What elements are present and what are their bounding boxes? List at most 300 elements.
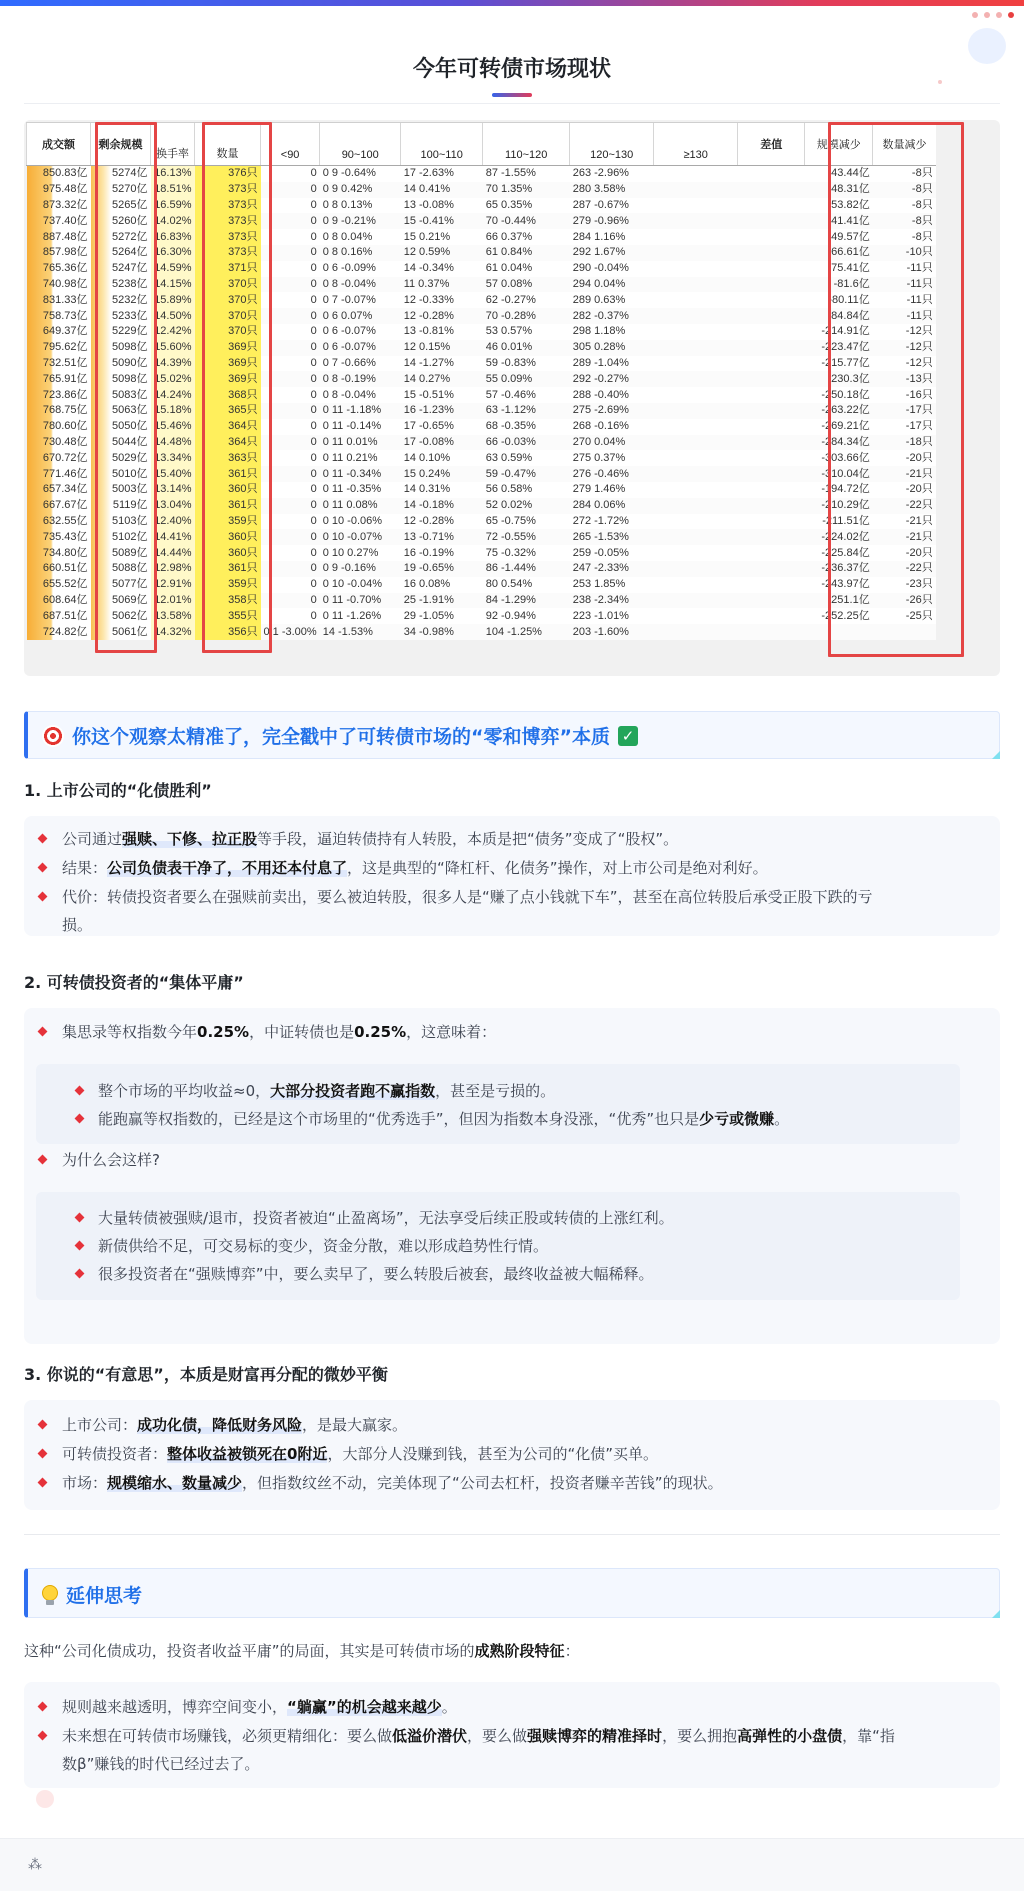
table-cell: 287 -0.67% xyxy=(570,198,654,214)
table-cell: 276 -0.46% xyxy=(570,466,654,482)
table-cell xyxy=(738,466,805,482)
table-cell: 61 0.04% xyxy=(483,261,570,277)
table-cell: 373只 xyxy=(195,213,261,229)
table-cell: 17 -2.63% xyxy=(401,166,483,182)
table-cell: 15.60% xyxy=(151,340,195,356)
table-cell xyxy=(654,403,738,419)
table-cell: 14.15% xyxy=(151,277,195,293)
list-item: 可转债投资者：整体收益被锁死在0附近，大部分人没赚到钱，甚至为公司的“化债”买单。 xyxy=(62,1445,659,1463)
table-cell: 15 0.24% xyxy=(401,466,483,482)
table-cell: 62 -0.27% xyxy=(483,292,570,308)
table-cell: 608.64亿 xyxy=(27,593,91,609)
table-cell: -210.29亿 xyxy=(805,498,873,514)
table-cell: 735.43亿 xyxy=(27,529,91,545)
table-cell xyxy=(654,482,738,498)
table-cell: 5265亿 xyxy=(91,198,151,214)
table-cell: -8只 xyxy=(873,198,936,214)
table-cell: -66.61亿 xyxy=(805,245,873,261)
table-cell: 66 -0.03% xyxy=(483,435,570,451)
table-cell xyxy=(738,308,805,324)
table-cell: 0 8 0.16% xyxy=(320,245,401,261)
table-cell: 63 0.59% xyxy=(483,450,570,466)
table-cell: 14.44% xyxy=(151,545,195,561)
table-cell: -251.1亿 xyxy=(805,593,873,609)
table-cell xyxy=(654,419,738,435)
table-cell: 13 -0.08% xyxy=(401,198,483,214)
table-cell: 5063亿 xyxy=(91,403,151,419)
table-cell: 61 0.84% xyxy=(483,245,570,261)
table-cell: 289 0.63% xyxy=(570,292,654,308)
table-cell: 290 -0.04% xyxy=(570,261,654,277)
table-cell: 370只 xyxy=(195,308,261,324)
title-underline xyxy=(492,93,532,97)
table-cell: 14.02% xyxy=(151,213,195,229)
table-cell: 0 6 0.07% xyxy=(320,308,401,324)
table-cell: -13只 xyxy=(873,371,936,387)
table-cell xyxy=(738,198,805,214)
table-cell: 373只 xyxy=(195,182,261,198)
table-cell: -215.77亿 xyxy=(805,356,873,372)
footer-bar xyxy=(0,1838,1024,1891)
table-cell: -236.37亿 xyxy=(805,561,873,577)
table-cell: 0 1 -3.00% xyxy=(261,624,320,640)
table-cell: 13.04% xyxy=(151,498,195,514)
table-cell: 5069亿 xyxy=(91,593,151,609)
table-cell: -21只 xyxy=(873,514,936,530)
table-cell: 0 9 -0.64% xyxy=(320,166,401,182)
table-cell: 12 0.15% xyxy=(401,340,483,356)
table-cell: 0 7 -0.66% xyxy=(320,356,401,372)
table-cell: 0 xyxy=(261,435,320,451)
table-row xyxy=(27,308,936,324)
table-cell: 25 -1.91% xyxy=(401,593,483,609)
table-cell: 355只 xyxy=(195,608,261,624)
table-cell: 14.39% xyxy=(151,356,195,372)
table-cell: 14 0.31% xyxy=(401,482,483,498)
table-cell: -12只 xyxy=(873,324,936,340)
table-row xyxy=(27,166,936,182)
table-cell: 0 xyxy=(261,403,320,419)
table-cell: 5233亿 xyxy=(91,308,151,324)
table-cell: 795.62亿 xyxy=(27,340,91,356)
table-cell: 14 0.41% xyxy=(401,182,483,198)
table-cell: 65 0.35% xyxy=(483,198,570,214)
table-cell: 5089亿 xyxy=(91,545,151,561)
table-cell xyxy=(654,229,738,245)
table-cell: 0 xyxy=(261,261,320,277)
table-cell: 16 0.08% xyxy=(401,577,483,593)
table-cell: -20只 xyxy=(873,482,936,498)
table-cell: 16.13% xyxy=(151,166,195,182)
table-cell: 12 -0.28% xyxy=(401,308,483,324)
table-cell xyxy=(654,371,738,387)
table-cell: 360只 xyxy=(195,545,261,561)
table-cell: 298 1.18% xyxy=(570,324,654,340)
table-cell xyxy=(654,261,738,277)
table-cell: 5232亿 xyxy=(91,292,151,308)
table-cell: 5238亿 xyxy=(91,277,151,293)
col-header: 剩余规模 xyxy=(91,123,151,166)
table-cell: 284 0.06% xyxy=(570,498,654,514)
table-cell: 14 -0.34% xyxy=(401,261,483,277)
table-cell: 12 -0.33% xyxy=(401,292,483,308)
table-cell: -17只 xyxy=(873,403,936,419)
table-cell: -194.72亿 xyxy=(805,482,873,498)
table-cell: 14.24% xyxy=(151,387,195,403)
table-cell: 0 8 -0.19% xyxy=(320,371,401,387)
table-cell: -26只 xyxy=(873,593,936,609)
table-cell: 361只 xyxy=(195,561,261,577)
table-cell: 670.72亿 xyxy=(27,450,91,466)
table-cell xyxy=(738,166,805,182)
table-cell: 373只 xyxy=(195,229,261,245)
table-cell: 284 1.16% xyxy=(570,229,654,245)
table-cell: 18.51% xyxy=(151,182,195,198)
table-cell: 376只 xyxy=(195,166,261,182)
table-cell: 5102亿 xyxy=(91,529,151,545)
table-row xyxy=(27,624,936,640)
table-cell xyxy=(738,482,805,498)
table-cell: -80.11亿 xyxy=(805,292,873,308)
highlight-box-reduction xyxy=(828,122,964,657)
table-cell: 0 xyxy=(261,514,320,530)
table-cell: -8只 xyxy=(873,213,936,229)
table-row xyxy=(27,356,936,372)
table-cell: -11只 xyxy=(873,261,936,277)
table-cell: -84.84亿 xyxy=(805,308,873,324)
table-cell: 57 0.08% xyxy=(483,277,570,293)
table-cell: 275 0.37% xyxy=(570,450,654,466)
table-cell: 15.46% xyxy=(151,419,195,435)
table-cell: 279 1.46% xyxy=(570,482,654,498)
sub-list-item: 整个市场的平均收益≈0，大部分投资者跑不赢指数，甚至是亏损的。 xyxy=(98,1082,556,1100)
table-cell: 247 -2.33% xyxy=(570,561,654,577)
table-row xyxy=(27,340,936,356)
table-cell: 0 8 0.13% xyxy=(320,198,401,214)
table-cell: 294 0.04% xyxy=(570,277,654,293)
table-row xyxy=(27,245,936,261)
table-cell: -8只 xyxy=(873,166,936,182)
table-cell xyxy=(738,387,805,403)
table-cell: -22只 xyxy=(873,498,936,514)
table-cell: 369只 xyxy=(195,340,261,356)
check-icon: ✓ xyxy=(618,726,638,746)
table-cell: 0 xyxy=(261,340,320,356)
table-row xyxy=(27,292,936,308)
table-cell xyxy=(738,498,805,514)
table-cell: 0 10 -0.04% xyxy=(320,577,401,593)
table-cell: 887.48亿 xyxy=(27,229,91,245)
table-cell: 655.52亿 xyxy=(27,577,91,593)
table-cell: 360只 xyxy=(195,529,261,545)
table-cell: 5044亿 xyxy=(91,435,151,451)
table-cell: 5010亿 xyxy=(91,466,151,482)
table-cell: 5098亿 xyxy=(91,371,151,387)
table-row xyxy=(27,419,936,435)
table-cell: 5083亿 xyxy=(91,387,151,403)
table-cell: 280 3.58% xyxy=(570,182,654,198)
table-cell: 0 xyxy=(261,561,320,577)
table-cell: 0 xyxy=(261,387,320,403)
table-cell: 238 -2.34% xyxy=(570,593,654,609)
table-cell: 657.34亿 xyxy=(27,482,91,498)
table-cell xyxy=(738,356,805,372)
table-cell: 15 -0.41% xyxy=(401,213,483,229)
list-item: 上市公司：成功化债，降低财务风险，是最大赢家。 xyxy=(62,1416,408,1434)
table-cell xyxy=(654,213,738,229)
table-cell: 14.32% xyxy=(151,624,195,640)
table-cell: 104 -1.25% xyxy=(483,624,570,640)
table-cell: 730.48亿 xyxy=(27,435,91,451)
table-cell: 0 xyxy=(261,229,320,245)
table-cell: 12.01% xyxy=(151,593,195,609)
bulb-icon xyxy=(42,1585,58,1605)
table-cell: 0 11 0.01% xyxy=(320,435,401,451)
table-cell: 0 xyxy=(261,245,320,261)
table-cell: -21只 xyxy=(873,529,936,545)
table-cell: 16.59% xyxy=(151,198,195,214)
table-cell: 292 -0.27% xyxy=(570,371,654,387)
extension-callout xyxy=(24,1568,1000,1618)
table-cell: -11只 xyxy=(873,277,936,293)
table-cell: 365只 xyxy=(195,403,261,419)
list-item: 未来想在可转债市场赚钱，必须更精细化：要么做低溢价潜伏，要么做强赎博弈的精准择时，要么拥抱高弹性的小盘债，靠“指 数β”赚钱的时代已经过去了。 xyxy=(62,1727,895,1773)
table-cell: 734.80亿 xyxy=(27,545,91,561)
table-cell xyxy=(654,292,738,308)
table-cell: 369只 xyxy=(195,371,261,387)
list-item: 公司通过强赎、下修、拉正股等手段，逼迫转债持有人转股，本质是把“债务”变成了“股权”。 xyxy=(62,830,679,848)
list-item: 为什么会这样? xyxy=(62,1151,160,1169)
table-cell: 12.98% xyxy=(151,561,195,577)
table-cell: 740.98亿 xyxy=(27,277,91,293)
table-cell xyxy=(654,198,738,214)
table-cell: 275 -2.69% xyxy=(570,403,654,419)
list-item: 市场：规模缩水、数量减少，但指数纹丝不动，完美体现了“公司去杠杆，投资者赚辛苦钱”的现状。 xyxy=(62,1474,723,1492)
table-cell: 0 xyxy=(261,324,320,340)
table-row xyxy=(27,561,936,577)
table-cell: 223 -1.01% xyxy=(570,608,654,624)
table-row xyxy=(27,466,936,482)
table-cell: 0 xyxy=(261,292,320,308)
table-cell: -21只 xyxy=(873,466,936,482)
table-cell: -20只 xyxy=(873,545,936,561)
table-cell: 279 -0.96% xyxy=(570,213,654,229)
table-cell xyxy=(654,498,738,514)
sub-list-item: 大量转债被强赎/退市，投资者被迫“止盈离场”，无法享受后续正股或转债的上涨红利。 xyxy=(98,1209,674,1227)
table-cell: 0 11 0.21% xyxy=(320,450,401,466)
table-cell: 270 0.04% xyxy=(570,435,654,451)
table-cell: 361只 xyxy=(195,498,261,514)
table-cell: 14 -1.27% xyxy=(401,356,483,372)
table-cell: 16 -1.23% xyxy=(401,403,483,419)
table-cell xyxy=(738,577,805,593)
table-cell: 857.98亿 xyxy=(27,245,91,261)
table-row xyxy=(27,482,936,498)
table-cell: 253 1.85% xyxy=(570,577,654,593)
table-cell xyxy=(654,245,738,261)
table-cell: 17 -0.08% xyxy=(401,435,483,451)
table-cell: -22只 xyxy=(873,561,936,577)
table-cell: -284.34亿 xyxy=(805,435,873,451)
table-row xyxy=(27,529,936,545)
table-cell xyxy=(738,371,805,387)
sub-list-item: 很多投资者在“强赎博弈”中，要么卖早了，要么转股后被套，最终收益被大幅稀释。 xyxy=(98,1265,654,1283)
table-cell: 363只 xyxy=(195,450,261,466)
table-cell xyxy=(738,529,805,545)
table-cell: 59 -0.83% xyxy=(483,356,570,372)
table-cell: 5119亿 xyxy=(91,498,151,514)
table-cell xyxy=(738,229,805,245)
table-cell: 873.32亿 xyxy=(27,198,91,214)
table-cell: -214.91亿 xyxy=(805,324,873,340)
table-cell: 70 -0.28% xyxy=(483,308,570,324)
table-cell: 66 0.37% xyxy=(483,229,570,245)
table-cell: 12.91% xyxy=(151,577,195,593)
target-icon xyxy=(42,725,64,747)
table-cell: 12.42% xyxy=(151,324,195,340)
table-cell: 0 6 -0.07% xyxy=(320,324,401,340)
col-header: 成交额 xyxy=(27,123,91,166)
table-cell: 5077亿 xyxy=(91,577,151,593)
table-cell: 360只 xyxy=(195,482,261,498)
callout-title: 你这个观察太精准了，完全戳中了可转债市场的“零和博弈”本质 xyxy=(72,726,610,748)
table-cell: 16.30% xyxy=(151,245,195,261)
table-cell: 5050亿 xyxy=(91,419,151,435)
page-title: 今年可转债市场现状 xyxy=(412,57,611,82)
table-cell: 15.40% xyxy=(151,466,195,482)
table-cell: 13.14% xyxy=(151,482,195,498)
list-item: 结果：公司负债表干净了，不用还本付息了，这是典型的“降杠杆、化债务”操作，对上市公司是绝对利好。 xyxy=(62,859,768,877)
table-cell xyxy=(738,608,805,624)
table-cell: 975.48亿 xyxy=(27,182,91,198)
col-header: 120~130 xyxy=(570,123,654,166)
table-row xyxy=(27,403,936,419)
table-cell: 373只 xyxy=(195,245,261,261)
table-cell: 29 -1.05% xyxy=(401,608,483,624)
table-cell xyxy=(654,182,738,198)
table-cell: 14.41% xyxy=(151,529,195,545)
table-cell: -16只 xyxy=(873,387,936,403)
table-cell: -43.44亿 xyxy=(805,166,873,182)
table-cell: 359只 xyxy=(195,577,261,593)
table-cell: 765.36亿 xyxy=(27,261,91,277)
table-cell: -11只 xyxy=(873,292,936,308)
table-cell: 52 0.02% xyxy=(483,498,570,514)
table-cell: 0 xyxy=(261,466,320,482)
table-cell xyxy=(654,435,738,451)
table-cell xyxy=(738,340,805,356)
table-cell: 80 0.54% xyxy=(483,577,570,593)
table-cell: 687.51亿 xyxy=(27,608,91,624)
table-cell xyxy=(738,245,805,261)
col-header: 差值 xyxy=(738,123,805,166)
table-cell: 46 0.01% xyxy=(483,340,570,356)
table-cell: 203 -1.60% xyxy=(570,624,654,640)
table-cell: 16 -0.19% xyxy=(401,545,483,561)
table-cell: 370只 xyxy=(195,277,261,293)
table-cell: 0 xyxy=(261,419,320,435)
table-cell xyxy=(738,419,805,435)
table-cell: 371只 xyxy=(195,261,261,277)
table-cell: 86 -1.44% xyxy=(483,561,570,577)
section-divider xyxy=(24,1534,1000,1535)
table-cell: -41.41亿 xyxy=(805,213,873,229)
table-cell: 0 9 -0.16% xyxy=(320,561,401,577)
table-cell xyxy=(738,435,805,451)
table-cell xyxy=(654,277,738,293)
table-cell: 358只 xyxy=(195,593,261,609)
section-heading-1: 1. 上市公司的“化债胜利” xyxy=(24,781,212,800)
table-row xyxy=(27,498,936,514)
table-cell: -223.47亿 xyxy=(805,340,873,356)
table-cell xyxy=(738,545,805,561)
table-cell: 5061亿 xyxy=(91,624,151,640)
table-cell: 361只 xyxy=(195,466,261,482)
table-cell: 0 10 -0.06% xyxy=(320,514,401,530)
table-cell: 0 xyxy=(261,182,320,198)
table-cell: 0 9 -0.21% xyxy=(320,213,401,229)
table-cell: 15.02% xyxy=(151,371,195,387)
table-cell: 14 -1.53% xyxy=(320,624,401,640)
table-cell: -81.6亿 xyxy=(805,277,873,293)
corner-decor xyxy=(992,751,1000,759)
table-row xyxy=(27,450,936,466)
highlight-box-qty xyxy=(202,122,272,653)
table-cell xyxy=(654,356,738,372)
table-cell xyxy=(738,213,805,229)
table-cell: 55 0.09% xyxy=(483,371,570,387)
table-cell: 765.91亿 xyxy=(27,371,91,387)
table-row xyxy=(27,229,936,245)
share-icon[interactable]: ⁂ xyxy=(28,1857,42,1873)
table-cell: 5098亿 xyxy=(91,340,151,356)
table-cell: 263 -2.96% xyxy=(570,166,654,182)
table-cell: 359只 xyxy=(195,514,261,530)
table-cell: -53.82亿 xyxy=(805,198,873,214)
table-cell: -20只 xyxy=(873,450,936,466)
table-cell: 0 8 0.04% xyxy=(320,229,401,245)
table-cell: 0 xyxy=(261,450,320,466)
list-item: 代价：转债投资者要么在强赎前卖出，要么被迫转股，很多人是“赚了点小钱就下车”，甚至在高位转股后承受正股下跌的亏 损。 xyxy=(62,888,873,934)
table-cell: 268 -0.16% xyxy=(570,419,654,435)
table-cell: -11只 xyxy=(873,308,936,324)
table-cell: 0 xyxy=(261,529,320,545)
table-cell: -12只 xyxy=(873,340,936,356)
table-cell: 667.67亿 xyxy=(27,498,91,514)
table-cell: 57 -0.46% xyxy=(483,387,570,403)
table-row xyxy=(27,577,936,593)
table-cell: 364只 xyxy=(195,419,261,435)
table-cell: 53 0.57% xyxy=(483,324,570,340)
sub-list-item: 新债供给不足，可交易标的变少，资金分散，难以形成趋势性行情。 xyxy=(98,1237,549,1255)
table-cell: 737.40亿 xyxy=(27,213,91,229)
table-cell: -18只 xyxy=(873,435,936,451)
table-cell: 0 9 0.42% xyxy=(320,182,401,198)
table-cell: 5029亿 xyxy=(91,450,151,466)
table-cell: 0 xyxy=(261,482,320,498)
bond-data-table xyxy=(26,122,936,640)
table-cell: -303.66亿 xyxy=(805,450,873,466)
table-cell: 0 xyxy=(261,498,320,514)
table-cell: 5264亿 xyxy=(91,245,151,261)
table-cell xyxy=(654,387,738,403)
table-cell: 373只 xyxy=(195,198,261,214)
list-item: 集思录等权指数今年0.25%，中证转债也是0.25%，这意味着： xyxy=(62,1023,497,1041)
table-cell: -224.02亿 xyxy=(805,529,873,545)
section-heading-2: 2. 可转债投资者的“集体平庸” xyxy=(24,973,244,992)
table-cell: 265 -1.53% xyxy=(570,529,654,545)
table-cell: 288 -0.40% xyxy=(570,387,654,403)
